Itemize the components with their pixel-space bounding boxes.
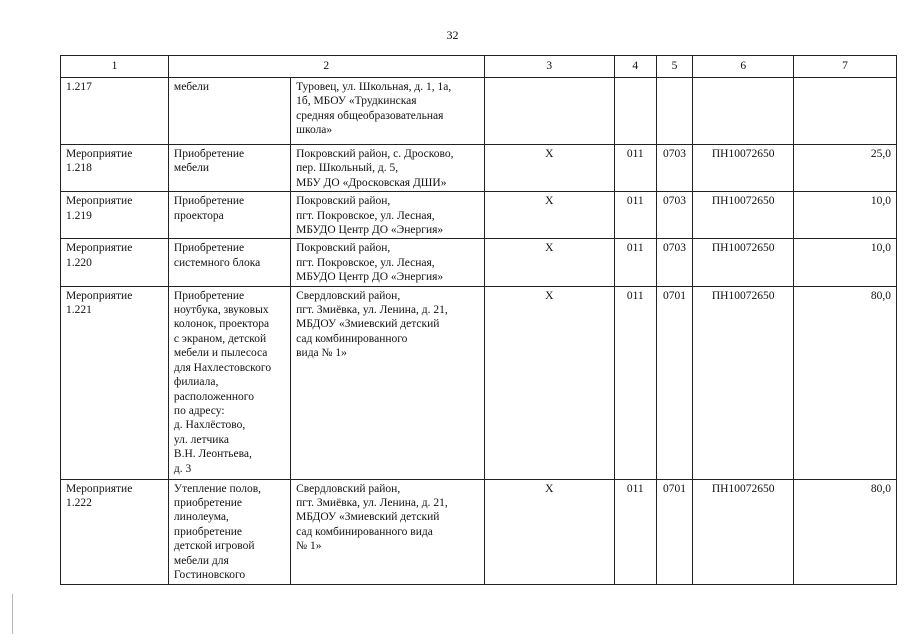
amount-cell [794,78,897,145]
target-code-cell: ПН10072650 [693,286,794,479]
address-line: Свердловский район, [296,482,401,495]
measure-id-line: 1.221 [66,304,92,317]
address-line: Туровец, ул. Школьная, д. 1, 1а, [296,81,452,93]
table-row [61,479,897,584]
measure-id-cell [61,192,169,239]
target-code-cell: ПН10072650 [693,192,794,239]
marker-cell: Х [484,192,614,239]
address-line: сад комбинированного [296,332,408,345]
header-col-3: 3 [484,56,614,78]
address-cell [291,286,484,479]
address-line: 1б, МБОУ «Трудкинская [296,95,417,108]
section-code-cell [656,78,693,145]
table-row [61,192,897,239]
measure-description-line: Утепление полов, [173,482,262,495]
table-row [61,286,897,479]
measures-table [60,55,897,585]
address-line: МБДОУ «Змиевский детский [296,318,440,331]
measure-description-line: Приобретение [173,148,245,160]
amount-cell: 10,0 [794,239,897,286]
scan-edge-mark [12,594,13,634]
measure-description-line: мебели [173,81,210,93]
measure-description-line: Приобретение [173,289,245,302]
measure-description-line: расположенного [173,390,254,403]
header-col-5: 5 [656,56,693,78]
address-cell [291,239,484,286]
measure-id-cell [61,145,169,192]
target-code-cell: ПН10072650 [693,479,794,584]
measure-id-line: Мероприятие [66,482,133,495]
section-code-cell: 0703 [656,239,693,286]
measure-description-line: мебели [173,162,210,175]
table-body [61,78,897,585]
section-code-cell: 0703 [656,145,693,192]
measure-id-line: Мероприятие [66,148,133,160]
measure-id-line: Мероприятие [66,289,133,302]
table-header-row [61,56,897,78]
header-col-6: 6 [693,56,794,78]
table-row [61,78,897,145]
code-cell: 011 [614,192,656,239]
measure-id-cell [61,239,169,286]
address-cell [291,78,484,145]
address-cell [291,479,484,584]
measure-description-line: мебели для [173,554,229,567]
code-cell [614,78,656,145]
measure-description-cell [168,145,290,192]
measure-description-cell [168,192,290,239]
measure-id-line: 1.217 [66,81,92,93]
address-line: МБДОУ «Змиевский детский [296,511,440,524]
address-line: Покровский район, с. Дросково, [296,148,454,160]
section-code-cell: 0701 [656,479,693,584]
measure-description-line: колонок, проектора [173,318,270,331]
measure-description-line: д. 3 [173,462,192,475]
address-line: пгт. Змиёвка, ул. Ленина, д. 21, [296,497,448,510]
measure-description-line: приобретение [173,525,242,538]
measure-description-line: В.Н. Леонтьева, [173,448,252,461]
amount-cell: 80,0 [794,479,897,584]
measure-id-line: 1.222 [66,497,92,510]
address-line: Покровский район, [296,242,391,255]
measure-description-cell [168,479,290,584]
address-line: средняя общеобразовательная [296,109,444,122]
measure-description-line: линолеума, [173,511,229,524]
address-line: Свердловский район, [296,289,401,302]
measure-description-cell [168,286,290,479]
measure-description-line: Приобретение [173,242,245,255]
address-line: школа» [296,124,333,137]
marker-cell: Х [484,239,614,286]
address-line: Покровский район, [296,195,391,208]
code-cell: 011 [614,239,656,286]
address-cell [291,192,484,239]
measure-description-line: для Нахлестовского [173,361,272,374]
target-code-cell [693,78,794,145]
address-line: МБУ ДО «Дросковская ДШИ» [296,176,447,189]
measure-description-line: системного блока [173,256,261,269]
measure-description-line: с экраном, детской [173,332,267,345]
table-row [61,145,897,192]
table-row [61,239,897,286]
measure-description-line: д. Нахлёстово, [173,419,246,432]
measure-id-line: 1.218 [66,162,92,175]
measure-description-line: ул. летчика [173,433,229,446]
measure-id-cell [61,78,169,145]
measure-description-line: Гостиновского [173,569,246,582]
header-col-2: 2 [168,56,484,78]
marker-cell: Х [484,145,614,192]
code-cell: 011 [614,286,656,479]
code-cell: 011 [614,479,656,584]
measure-id-line: Мероприятие [66,195,133,208]
address-line: пгт. Змиёвка, ул. Ленина, д. 21, [296,304,448,317]
section-code-cell: 0703 [656,192,693,239]
header-col-4: 4 [614,56,656,78]
measure-id-line: 1.219 [66,209,92,222]
address-line: пгт. Покровское, ул. Лесная, [296,256,435,269]
address-line: № 1» [296,540,322,553]
measure-description-line: приобретение [173,497,242,510]
marker-cell: Х [484,479,614,584]
address-line: МБУДО Центр ДО «Энергия» [296,224,444,237]
measure-description-cell [168,78,290,145]
target-code-cell: ПН10072650 [693,239,794,286]
marker-cell [484,78,614,145]
address-cell [291,145,484,192]
section-code-cell: 0701 [656,286,693,479]
address-line: сад комбинированного вида [296,525,433,538]
measure-description-line: филиала, [173,376,219,389]
measure-description-line: проектора [173,209,224,222]
address-line: МБУДО Центр ДО «Энергия» [296,271,444,284]
marker-cell: Х [484,286,614,479]
header-col-7: 7 [794,56,897,78]
measure-description-line: по адресу: [173,404,225,417]
address-line: пер. Школьный, д. 5, [296,162,399,175]
address-line: вида № 1» [296,347,347,360]
amount-cell: 10,0 [794,192,897,239]
page-number: 32 [446,28,459,42]
amount-cell: 25,0 [794,145,897,192]
header-col-1: 1 [61,56,169,78]
measure-description-cell [168,239,290,286]
target-code-cell: ПН10072650 [693,145,794,192]
measure-id-line: Мероприятие [66,242,133,255]
amount-cell: 80,0 [794,286,897,479]
measure-id-cell [61,479,169,584]
measure-id-line: 1.220 [66,256,92,269]
measure-description-line: ноутбука, звуковых [173,304,269,317]
code-cell: 011 [614,145,656,192]
measure-description-line: Приобретение [173,195,245,208]
address-line: пгт. Покровское, ул. Лесная, [296,209,435,222]
measure-description-line: мебели и пылесоса [173,347,268,360]
measure-id-cell [61,286,169,479]
measure-description-line: детской игровой [173,540,255,553]
